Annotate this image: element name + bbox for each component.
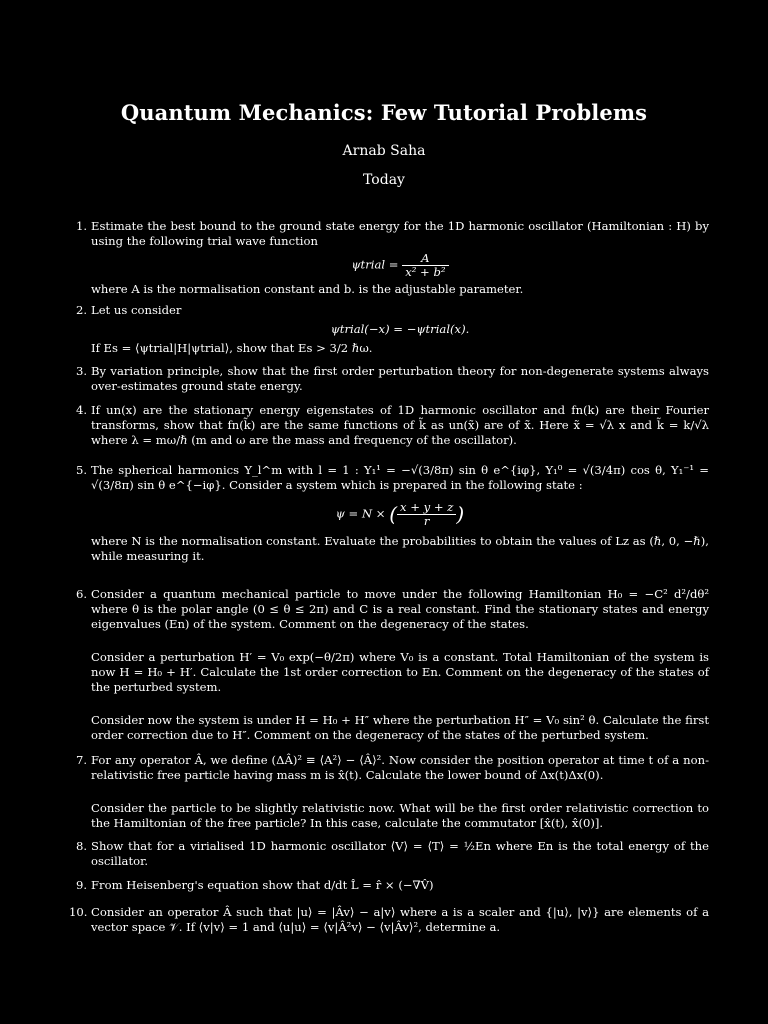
- problem-paragraph-2: Consider the particle to be slightly relativistic now. What will be the first order relativistic correction to the Hamiltonian of the free particle? In this case, calculate the commutator [x̂(t), x̂(0)].: [91, 801, 709, 830]
- equation-lhs: ψtrial =: [351, 257, 399, 272]
- problem-paragraph-2: Consider a perturbation H′ = V₀ exp(−θ/2π) where V₀ is a constant. Total Hamiltonian of the system is now H = H₀ + H′. Calculate the 1st order correction to En. Comment on the degeneracy of the states of the perturbed system.: [91, 650, 709, 694]
- paren-close: ): [456, 502, 465, 526]
- problem-text: Estimate the best bound to the ground state energy for the 1D harmonic oscillator (Hamiltonian : H) by using the following trial wave function: [91, 219, 709, 248]
- problem-5: [75, 463, 709, 564]
- problem-number: 3.: [75, 364, 87, 378]
- problem-after: where N is the normalisation constant. Evaluate the probabilities to obtain the values of Lz as (ℏ, 0, −ℏ), while measuring it.: [91, 534, 709, 563]
- problem-number: 6.: [75, 587, 87, 601]
- problem-6: [75, 587, 709, 743]
- problem-text: For any operator Â, we define (ΔÂ)² ≡ ⟨A²⟩ − ⟨Â⟩². Now consider the position operator at time t of a non-relativistic free particle having mass m is x̂(t). Calculate the lower bound of Δx(t)Δx(0).: [91, 753, 709, 782]
- date: Today: [363, 172, 405, 188]
- problem-text: Consider a quantum mechanical particle to move under the following Hamiltonian H₀ = −C² d²/dθ² where θ is the polar angle (0 ≤ θ ≤ 2π) and C is a real constant. Find the stationary states and energy eigenvalues (En) of the system. Comment on the degeneracy of the states.: [91, 587, 709, 631]
- problem-number: 1.: [75, 219, 87, 233]
- problem-after: where A is the normalisation constant and b. is the adjustable parameter.: [91, 282, 524, 296]
- equation: ψtrial(−x) = −ψtrial(x).: [330, 322, 470, 336]
- problem-number: 5.: [75, 463, 87, 477]
- denominator: r: [423, 514, 430, 528]
- numerator: A: [402, 252, 448, 266]
- problem-1: [75, 219, 709, 297]
- problem-text: Show that for a virialised 1D harmonic oscillator ⟨V⟩ = ⟨T⟩ = ½En where En is the total energy of the oscillator.: [91, 839, 709, 868]
- problem-after: If Es = ⟨ψtrial|H|ψtrial⟩, show that Es > 3/2 ℏω.: [91, 341, 373, 355]
- denominator: x² + b²: [405, 265, 446, 279]
- problem-text: From Heisenberg's equation show that d/dt L̂ = r̂ × (−∇V̂): [91, 878, 434, 892]
- problem-9: [75, 878, 709, 893]
- problem-number: 7.: [75, 753, 87, 767]
- equation: [91, 501, 709, 528]
- document-title: Quantum Mechanics: Few Tutorial Problems: [120, 100, 648, 125]
- problem-text: The spherical harmonics Y_l^m with l = 1 : Y₁¹ = −√(3/8π) sin θ e^{iφ}, Y₁⁰ = √(3/4π) cos θ, Y₁⁻¹ = √(3/8π) sin θ e^{−iφ}. Consider a system which is prepared in the following state :: [91, 463, 709, 492]
- problem-4: [75, 403, 709, 448]
- problem-paragraph-3: Consider now the system is under H = H₀ + H″ where the perturbation H″ = V₀ sin² θ. Calculate the first order correction due to H″. Comment on the degeneracy of the states of the perturbed system.: [91, 713, 709, 742]
- problem-number: 8.: [75, 839, 87, 853]
- problem-text: By variation principle, show that the first order perturbation theory for non-degenerate systems always over-estimates ground state energy.: [91, 364, 709, 393]
- problem-text: Let us consider: [91, 303, 182, 317]
- problem-2: [75, 303, 709, 356]
- problem-text: Consider an operator Â such that |u⟩ = |Âv⟩ − a|v⟩ where a is a scaler and {|u⟩, |v⟩} are elements of a vector space 𝒱. If ⟨v|v⟩ = 1 and ⟨u|u⟩ = ⟨v|Â²v⟩ − ⟨v|Âv⟩², determine a.: [91, 905, 709, 934]
- problem-3: [75, 364, 709, 394]
- problem-number: 9.: [75, 878, 87, 892]
- problem-number: 4.: [75, 403, 87, 417]
- problem-8: [75, 839, 709, 869]
- problem-7: [75, 753, 709, 831]
- equation: [91, 252, 709, 279]
- fraction: [402, 252, 448, 279]
- paren-open: (: [389, 502, 398, 526]
- problem-10: [69, 905, 709, 935]
- problem-number: 2.: [75, 303, 87, 317]
- numerator: x + y + z: [397, 501, 456, 515]
- equation-lhs: ψ = N ×: [335, 506, 386, 521]
- problem-number: 10.: [69, 905, 88, 919]
- problem-text: If un(x) are the stationary energy eigenstates of 1D harmonic oscillator and fn(k) are their Fourier transforms, show that fn(k̃) are the same functions of k̃ as un(x̃) are of x̃. Here x̃ = √λ x and k̃ = k/√λ where λ = mω/ℏ (m and ω are the mass and frequency of the oscillator).: [91, 403, 709, 447]
- fraction: [397, 501, 456, 528]
- author: Arnab Saha: [342, 143, 426, 159]
